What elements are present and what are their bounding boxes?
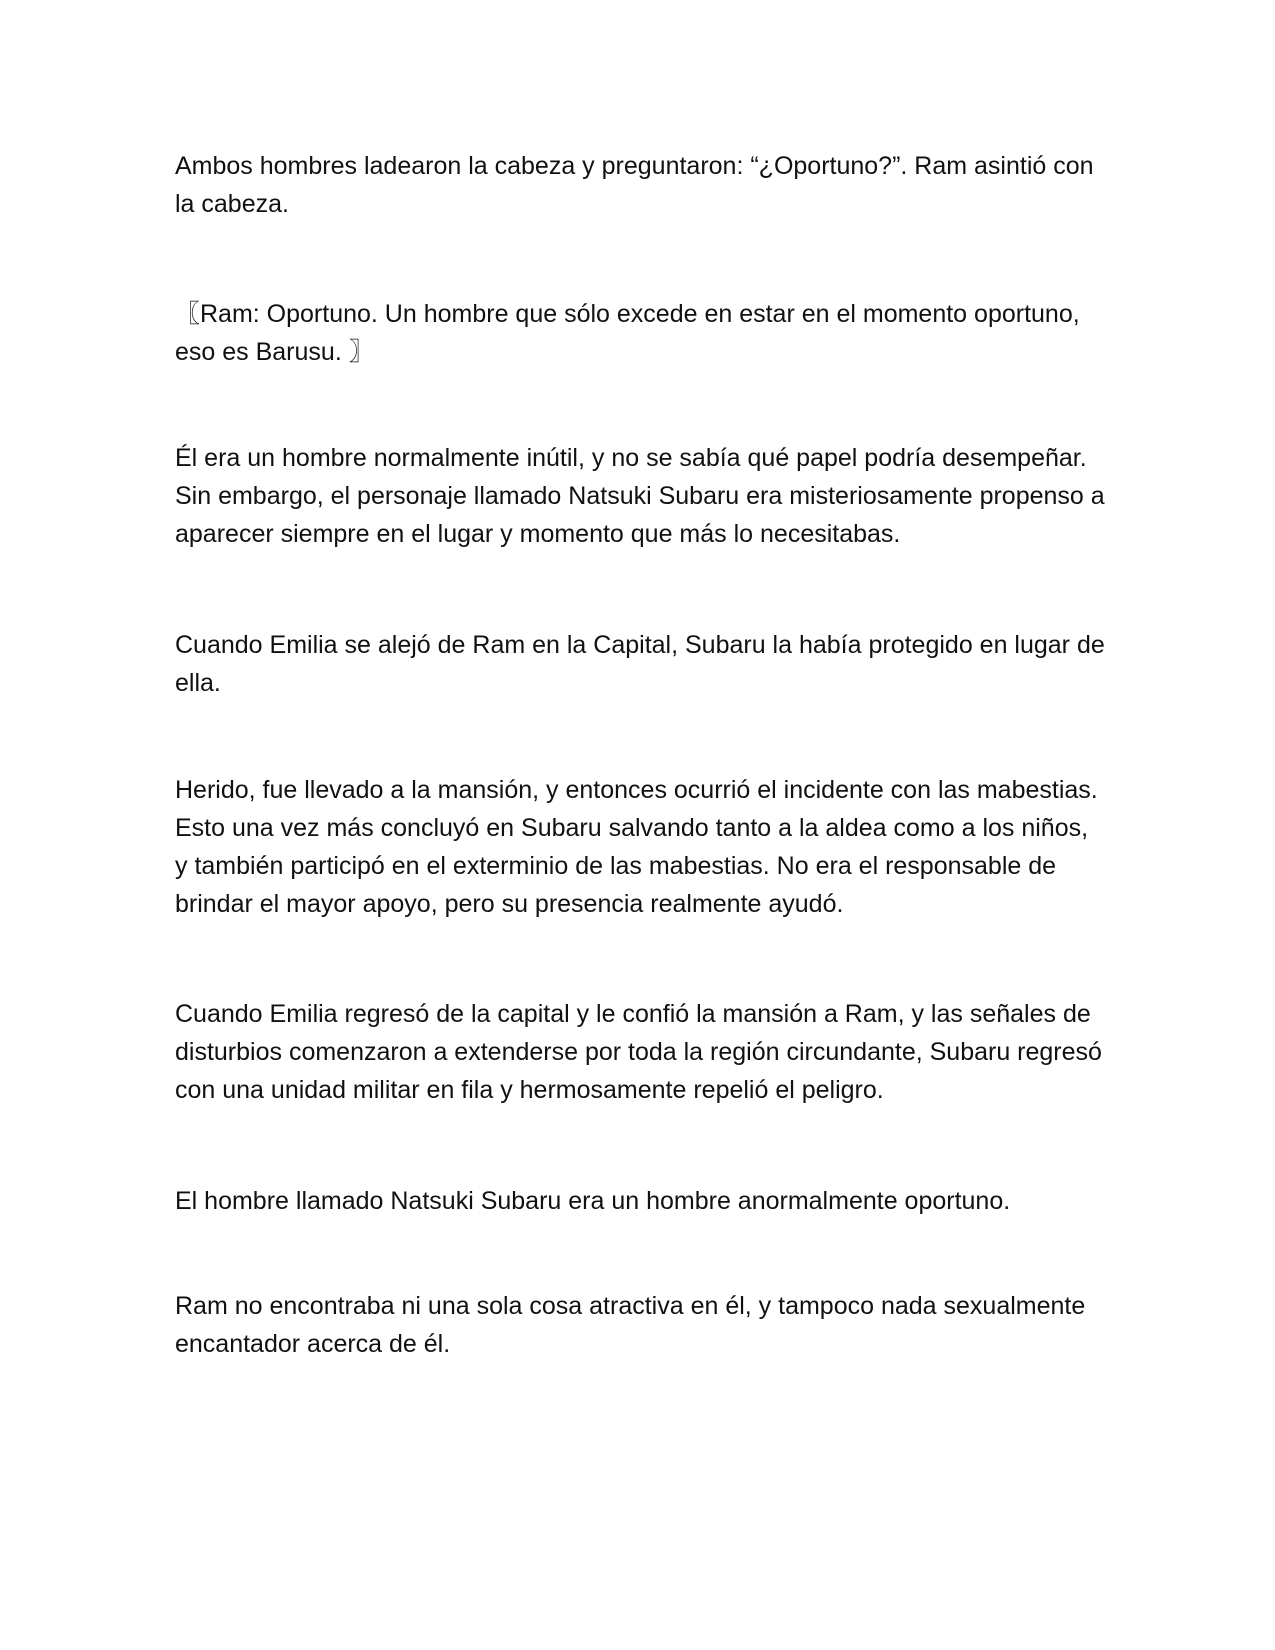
paragraph-1: Ambos hombres ladearon la cabeza y preguntaron: “¿Oportuno?”. Ram asintió con la cabeza. (175, 152, 1094, 218)
paragraph-8: Ram no encontraba ni una sola cosa atractiva en él, y tampoco nada sexualmente encantador acerca de él. (175, 1292, 1086, 1358)
paragraph-7: El hombre llamado Natsuki Subaru era un hombre anormalmente oportuno. (175, 1187, 1011, 1215)
paragraph-3: Él era un hombre normalmente inútil, y no se sabía qué papel podría desempeñar. Sin embargo, el personaje llamado Natsuki Subaru era misteriosamente propenso a aparecer siempre en el lugar y momento que más lo necesitabas. (175, 444, 1105, 548)
paragraph-5: Herido, fue llevado a la mansión, y entonces ocurrió el incidente con las mabestias. Esto una vez más concluyó en Subaru salvando tanto a la aldea como a los niños, y también participó en el exterminio de las mabestias. No era el responsable de brindar el mayor apoyo, pero su presencia realmente ayudó. (175, 776, 1098, 918)
document-body (175, 147, 1105, 1363)
paragraph-4: Cuando Emilia se alejó de Ram en la Capital, Subaru la había protegido en lugar de ella. (175, 631, 1105, 697)
paragraph-6: Cuando Emilia regresó de la capital y le confió la mansión a Ram, y las señales de disturbios comenzaron a extenderse por toda la región circundante, Subaru regresó con una unidad militar en fila y hermosamente repelió el peligro. (175, 1000, 1102, 1104)
paragraph-2-dialogue: 〖Ram: Oportuno. Un hombre que sólo excede en estar en el momento oportuno, eso es Barusu. 〗 (175, 300, 1080, 366)
